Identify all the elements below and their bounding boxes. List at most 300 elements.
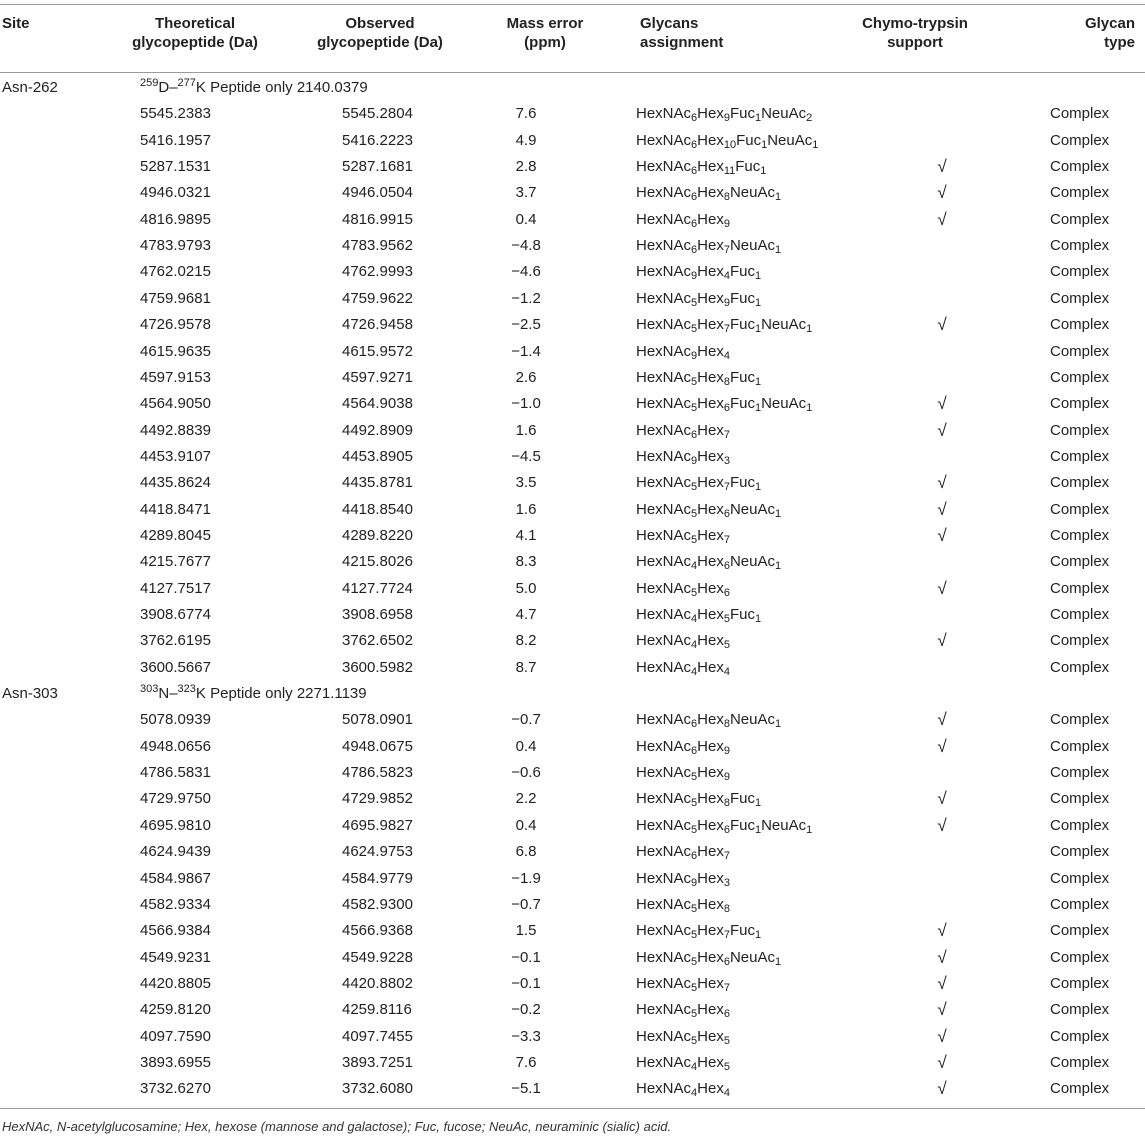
- glycan-type: Complex: [1050, 764, 1110, 782]
- observed-mass: 4615.9572: [342, 342, 413, 360]
- glycan-composition: [636, 734, 730, 760]
- monosaccharide-name: Hex: [697, 658, 724, 676]
- glycan-composition: [636, 628, 730, 654]
- monosaccharide-name: NeuAc: [729, 553, 775, 571]
- monosaccharide-count: 5: [691, 296, 698, 309]
- glycan-composition: [636, 945, 781, 971]
- mass-error: 0.4: [515, 737, 537, 755]
- theoretical-mass: 4729.9750: [140, 790, 211, 808]
- monosaccharide-count: 4: [691, 560, 698, 573]
- monosaccharide-name: Hex: [697, 237, 724, 255]
- mass-error: −5.1: [511, 1080, 541, 1098]
- monosaccharide-count: 7: [723, 981, 730, 994]
- table-row: [0, 233, 1145, 259]
- monosaccharide-count: 7: [723, 428, 730, 441]
- monosaccharide-name: Hex: [697, 500, 724, 518]
- monosaccharide-name: Hex: [697, 158, 724, 176]
- monosaccharide-name: HexNAc: [636, 184, 692, 202]
- monosaccharide-name: HexNAc: [636, 316, 692, 334]
- peptide-mass: Peptide only 2271.1139: [210, 685, 367, 703]
- mass-error: −0.7: [511, 895, 541, 913]
- chymo-check-icon: √: [937, 1079, 947, 1099]
- chymo-check-icon: √: [937, 789, 947, 809]
- site-label: Asn-262: [2, 79, 58, 96]
- table-row: [0, 786, 1145, 812]
- glycan-composition: [636, 786, 761, 812]
- table-row: [0, 602, 1145, 628]
- monosaccharide-name: HexNAc: [636, 948, 692, 966]
- glycan-composition: [636, 707, 781, 733]
- table-row: [0, 391, 1145, 417]
- monosaccharide-name: HexNAc: [636, 606, 692, 623]
- mass-error: 8.2: [515, 632, 537, 650]
- monosaccharide-name: HexNAc: [636, 1027, 692, 1045]
- monosaccharide-name: NeuAc: [767, 131, 813, 149]
- observed-mass: 4783.9562: [342, 237, 413, 255]
- observed-mass: 5078.0901: [342, 711, 413, 729]
- chymo-check-icon: √: [937, 315, 947, 335]
- chymo-check-icon: √: [937, 736, 947, 756]
- monosaccharide-count: 3: [723, 876, 730, 889]
- theoretical-mass: 3762.6195: [140, 632, 211, 650]
- observed-mass: 5416.2223: [342, 131, 413, 149]
- mass-error: −4.5: [511, 447, 541, 465]
- mass-error: −2.5: [511, 316, 541, 334]
- mass-error: 3.7: [515, 184, 537, 202]
- header-glycan-type: Glycan type: [1084, 15, 1135, 51]
- glycan-type: Complex: [1050, 974, 1110, 992]
- mass-error: 5.0: [515, 579, 537, 597]
- monosaccharide-count: 7: [723, 323, 730, 336]
- chymo-check-icon: √: [937, 1026, 947, 1046]
- monosaccharide-name: HexNAc: [636, 526, 692, 544]
- peptide-mass: Peptide only 2140.0379: [210, 79, 368, 96]
- monosaccharide-count: 6: [691, 718, 698, 731]
- monosaccharide-count: 1: [754, 270, 762, 283]
- monosaccharide-count: 5: [691, 375, 698, 388]
- chymo-check-icon: √: [937, 947, 947, 967]
- glycan-type: Complex: [1050, 342, 1110, 360]
- glycan-composition: [636, 971, 730, 997]
- table-row: [0, 1024, 1145, 1050]
- mass-error: 1.5: [515, 922, 537, 940]
- monosaccharide-name: Hex: [697, 447, 724, 465]
- observed-mass: 3762.6502: [342, 632, 413, 650]
- monosaccharide-name: Hex: [697, 368, 724, 386]
- mass-error: −0.7: [511, 711, 541, 729]
- table-row: [0, 180, 1145, 206]
- monosaccharide-name: Hex: [697, 816, 724, 834]
- monosaccharide-name: Fuc: [729, 790, 755, 808]
- table-row: [0, 1050, 1145, 1076]
- monosaccharide-count: 1: [754, 481, 762, 494]
- monosaccharide-name: Hex: [697, 474, 724, 492]
- observed-mass: 4729.9852: [342, 790, 413, 808]
- mass-error: 2.8: [515, 158, 537, 176]
- chymo-check-icon: √: [937, 209, 947, 229]
- monosaccharide-count: 8: [723, 718, 730, 731]
- monosaccharide-name: Hex: [697, 711, 724, 729]
- theoretical-mass: 5545.2383: [140, 105, 211, 123]
- monosaccharide-count: 4: [691, 665, 698, 678]
- mass-error: −3.3: [511, 1027, 541, 1045]
- chymo-check-icon: √: [937, 921, 947, 941]
- monosaccharide-count: 6: [691, 428, 698, 441]
- observed-mass: 4564.9038: [342, 395, 413, 413]
- monosaccharide-count: 8: [723, 375, 730, 388]
- mass-error: 7.6: [515, 1053, 537, 1071]
- monosaccharide-count: 6: [723, 823, 730, 836]
- glycan-composition: [636, 866, 730, 892]
- peptide-label: [140, 75, 368, 101]
- header-observed: Observed glycopeptide (Da): [317, 15, 443, 51]
- monosaccharide-name: Hex: [697, 210, 724, 228]
- monosaccharide-name: Hex: [697, 843, 724, 861]
- monosaccharide-count: 5: [691, 402, 698, 415]
- glycan-composition: [636, 128, 818, 154]
- monosaccharide-count: 1: [806, 323, 813, 336]
- monosaccharide-name: HexNAc: [636, 843, 692, 861]
- observed-mass: 4566.9368: [342, 922, 413, 940]
- theoretical-mass: 4127.7517: [140, 579, 211, 597]
- observed-mass: 4582.9300: [342, 895, 413, 913]
- monosaccharide-count: 9: [691, 270, 698, 283]
- chymo-check-icon: √: [937, 420, 947, 440]
- monosaccharide-name: HexNAc: [636, 1053, 692, 1071]
- monosaccharide-count: 5: [691, 481, 698, 494]
- monosaccharide-name: Fuc: [729, 316, 755, 334]
- monosaccharide-count: 7: [723, 850, 730, 863]
- mass-error: 4.9: [515, 131, 537, 149]
- observed-mass: 4435.8781: [342, 474, 413, 492]
- monosaccharide-count: 9: [723, 771, 730, 784]
- monosaccharide-count: 6: [723, 955, 730, 968]
- monosaccharide-name: HexNAc: [636, 895, 692, 913]
- glycan-composition: [636, 892, 730, 918]
- monosaccharide-name: HexNAc: [636, 395, 692, 413]
- monosaccharide-count: 5: [723, 1034, 730, 1047]
- glycan-composition: [636, 233, 781, 259]
- monosaccharide-count: 5: [691, 586, 698, 599]
- observed-mass: 4215.8026: [342, 553, 413, 571]
- monosaccharide-count: 8: [723, 902, 730, 915]
- observed-mass: 4762.9993: [342, 263, 413, 281]
- glycan-type: Complex: [1050, 316, 1110, 334]
- chymo-check-icon: √: [937, 1000, 947, 1020]
- table-row: [0, 576, 1145, 602]
- observed-mass: 3732.6080: [342, 1080, 413, 1098]
- theoretical-mass: 4948.0656: [140, 737, 211, 755]
- glycan-composition: [636, 576, 730, 602]
- monosaccharide-name: HexNAc: [636, 737, 692, 755]
- table-row: [0, 444, 1145, 470]
- glycan-type: Complex: [1050, 1080, 1110, 1098]
- observed-mass: 3893.7251: [342, 1053, 413, 1071]
- monosaccharide-count: 6: [723, 560, 730, 573]
- range-dash: –: [169, 79, 178, 96]
- chymo-check-icon: √: [937, 473, 947, 493]
- monosaccharide-count: 1: [760, 165, 767, 178]
- peptide-end-aa: K: [195, 79, 206, 96]
- glycan-type: Complex: [1050, 1053, 1110, 1071]
- monosaccharide-name: HexNAc: [636, 105, 692, 123]
- monosaccharide-count: 1: [774, 955, 782, 968]
- theoretical-mass: 4435.8624: [140, 474, 211, 492]
- monosaccharide-name: HexNAc: [636, 237, 692, 255]
- peptide-end-aa: K: [195, 685, 206, 703]
- mass-error: 2.6: [515, 368, 537, 386]
- monosaccharide-name: Fuc: [729, 263, 755, 281]
- table-row: [0, 734, 1145, 760]
- glycan-composition: [636, 497, 781, 523]
- header-bottom-rule: [0, 72, 1145, 73]
- glycan-composition: [636, 602, 761, 628]
- monosaccharide-name: NeuAc: [729, 500, 775, 518]
- monosaccharide-name: Fuc: [729, 289, 755, 307]
- monosaccharide-count: 1: [754, 613, 762, 625]
- monosaccharide-count: 5: [691, 902, 698, 915]
- monosaccharide-name: HexNAc: [636, 764, 692, 782]
- glycan-type: Complex: [1050, 105, 1110, 123]
- monosaccharide-name: HexNAc: [636, 342, 692, 360]
- table-row: [0, 259, 1145, 285]
- mass-error: −4.8: [511, 237, 541, 255]
- monosaccharide-count: 2: [806, 112, 813, 125]
- monosaccharide-name: Fuc: [729, 368, 755, 386]
- table-row: [0, 997, 1145, 1023]
- monosaccharide-count: 6: [723, 402, 730, 415]
- monosaccharide-count: 9: [691, 349, 698, 362]
- theoretical-mass: 4453.9107: [140, 447, 211, 465]
- monosaccharide-name: Fuc: [729, 922, 755, 940]
- monosaccharide-count: 5: [691, 823, 698, 836]
- glycan-type: Complex: [1050, 289, 1110, 307]
- glycan-composition: [636, 365, 761, 391]
- mass-error: 0.4: [515, 210, 537, 228]
- theoretical-mass: 5416.1957: [140, 131, 211, 149]
- chymo-check-icon: √: [937, 710, 947, 730]
- glycan-type: Complex: [1050, 816, 1110, 834]
- monosaccharide-count: 5: [691, 929, 698, 942]
- monosaccharide-name: Hex: [697, 342, 724, 360]
- monosaccharide-name: Hex: [697, 395, 724, 413]
- monosaccharide-count: 1: [754, 323, 762, 336]
- monosaccharide-count: 1: [761, 138, 768, 151]
- peptide-end-pos: 277: [177, 77, 196, 89]
- monosaccharide-name: Hex: [697, 895, 724, 913]
- monosaccharide-name: Hex: [697, 184, 724, 202]
- monosaccharide-count: 4: [691, 1087, 698, 1100]
- theoretical-mass: 4418.8471: [140, 500, 211, 518]
- table-row: [0, 760, 1145, 786]
- monosaccharide-count: 1: [812, 138, 819, 151]
- monosaccharide-count: 7: [723, 929, 730, 942]
- observed-mass: 4948.0675: [342, 737, 413, 755]
- monosaccharide-count: 4: [723, 665, 730, 678]
- glycan-composition: [636, 207, 730, 233]
- observed-mass: 4726.9458: [342, 316, 413, 334]
- monosaccharide-count: 7: [723, 481, 730, 494]
- theoretical-mass: 4786.5831: [140, 764, 211, 782]
- monosaccharide-name: HexNAc: [636, 790, 692, 808]
- monosaccharide-count: 1: [754, 375, 762, 388]
- monosaccharide-count: 1: [754, 402, 762, 415]
- glycan-composition: [636, 312, 812, 338]
- monosaccharide-count: 9: [723, 296, 730, 309]
- monosaccharide-count: 5: [723, 613, 730, 625]
- monosaccharide-name: HexNAc: [636, 869, 692, 887]
- glycan-composition: [636, 1024, 730, 1050]
- monosaccharide-count: 4: [723, 1087, 730, 1100]
- chymo-check-icon: √: [937, 578, 947, 598]
- observed-mass: 4946.0504: [342, 184, 413, 202]
- monosaccharide-name: HexNAc: [636, 816, 692, 834]
- observed-mass: 4097.7455: [342, 1027, 413, 1045]
- mass-error: −0.6: [511, 764, 541, 782]
- monosaccharide-count: 11: [723, 165, 736, 178]
- monosaccharide-name: HexNAc: [636, 158, 692, 176]
- table-row: [0, 813, 1145, 839]
- peptide-end-pos: 323: [177, 683, 196, 696]
- monosaccharide-name: Hex: [697, 764, 724, 782]
- theoretical-mass: 4097.7590: [140, 1027, 211, 1045]
- monosaccharide-count: 4: [723, 349, 730, 362]
- mass-error: 7.6: [515, 105, 537, 123]
- theoretical-mass: 4566.9384: [140, 922, 211, 940]
- observed-mass: 4816.9915: [342, 210, 413, 228]
- monosaccharide-count: 5: [691, 507, 698, 520]
- table-row: [0, 286, 1145, 312]
- monosaccharide-count: 5: [691, 955, 698, 968]
- monosaccharide-count: 6: [691, 244, 698, 257]
- table-row: [0, 892, 1145, 918]
- table-bottom-rule: [0, 1108, 1145, 1109]
- glycan-composition: [636, 259, 761, 285]
- glycan-type: Complex: [1050, 553, 1110, 571]
- monosaccharide-count: 4: [723, 270, 730, 283]
- glycan-type: Complex: [1050, 737, 1110, 755]
- monosaccharide-count: 5: [691, 1008, 698, 1021]
- glycan-type: Complex: [1050, 658, 1110, 676]
- theoretical-mass: 4762.0215: [140, 263, 211, 281]
- glycan-composition: [636, 839, 730, 865]
- table-row: [0, 470, 1145, 496]
- monosaccharide-name: Hex: [697, 606, 724, 623]
- glycan-type: Complex: [1050, 500, 1110, 518]
- mass-error: 3.5: [515, 474, 537, 492]
- monosaccharide-count: 6: [723, 507, 730, 520]
- monosaccharide-name: NeuAc: [761, 395, 807, 413]
- mass-error: 6.8: [515, 843, 537, 861]
- monosaccharide-count: 5: [723, 639, 730, 652]
- monosaccharide-name: HexNAc: [636, 210, 692, 228]
- observed-mass: 5545.2804: [342, 105, 413, 123]
- observed-mass: 4420.8802: [342, 974, 413, 992]
- monosaccharide-count: 1: [774, 244, 782, 257]
- monosaccharide-count: 6: [691, 112, 698, 125]
- header-glycans: Glycans assignment: [640, 15, 724, 51]
- monosaccharide-count: 5: [691, 1034, 698, 1047]
- glycan-composition: [636, 101, 812, 127]
- glycan-type: Complex: [1050, 237, 1110, 255]
- monosaccharide-count: 4: [691, 639, 698, 652]
- glycan-composition: [636, 418, 730, 444]
- mass-error: 4.7: [515, 606, 537, 623]
- monosaccharide-name: HexNAc: [636, 711, 692, 729]
- monosaccharide-count: 1: [774, 507, 782, 520]
- theoretical-mass: 4695.9810: [140, 816, 211, 834]
- monosaccharide-name: Hex: [697, 1001, 724, 1019]
- mass-error: −1.9: [511, 869, 541, 887]
- theoretical-mass: 3893.6955: [140, 1053, 211, 1071]
- glycan-type: Complex: [1050, 869, 1110, 887]
- chymo-check-icon: √: [937, 1052, 947, 1072]
- peptide-label: [140, 681, 367, 707]
- monosaccharide-name: HexNAc: [636, 632, 692, 650]
- glycan-type: Complex: [1050, 579, 1110, 597]
- table-row: [0, 918, 1145, 944]
- theoretical-mass: 3908.6774: [140, 606, 211, 623]
- monosaccharide-count: 9: [723, 112, 730, 125]
- glycan-composition: [636, 470, 761, 496]
- monosaccharide-name: Hex: [697, 869, 724, 887]
- table-row: [0, 523, 1145, 549]
- header-theoretical: Theoretical glycopeptide (Da): [132, 15, 258, 51]
- glycan-type: Complex: [1050, 895, 1110, 913]
- chymo-check-icon: √: [937, 183, 947, 203]
- observed-mass: 4289.8220: [342, 526, 413, 544]
- monosaccharide-count: 3: [723, 454, 730, 467]
- mass-error: −1.2: [511, 289, 541, 307]
- monosaccharide-name: Hex: [697, 105, 724, 123]
- glycan-type: Complex: [1050, 395, 1110, 413]
- chymo-check-icon: √: [937, 973, 947, 993]
- observed-mass: 3908.6958: [342, 606, 413, 623]
- glycan-type: Complex: [1050, 1001, 1110, 1019]
- observed-mass: 4759.9622: [342, 289, 413, 307]
- theoretical-mass: 4624.9439: [140, 843, 211, 861]
- table-row: [0, 866, 1145, 892]
- table-row: [0, 128, 1145, 154]
- chymo-check-icon: √: [937, 157, 947, 177]
- mass-error: −0.1: [511, 974, 541, 992]
- glycan-type: Complex: [1050, 474, 1110, 492]
- monosaccharide-name: Hex: [697, 131, 724, 149]
- monosaccharide-name: Hex: [697, 1027, 724, 1045]
- table-row: [0, 945, 1145, 971]
- glycan-composition: [636, 523, 730, 549]
- peptide-start-pos: 303: [140, 683, 159, 696]
- table-row: [0, 1076, 1145, 1102]
- monosaccharide-count: 4: [691, 1060, 698, 1073]
- monosaccharide-name: HexNAc: [636, 447, 692, 465]
- monosaccharide-name: HexNAc: [636, 974, 692, 992]
- monosaccharide-name: Hex: [697, 553, 724, 571]
- theoretical-mass: 4726.9578: [140, 316, 211, 334]
- table-row: [0, 418, 1145, 444]
- chymo-check-icon: √: [937, 631, 947, 651]
- monosaccharide-count: 6: [723, 586, 730, 599]
- monosaccharide-name: NeuAc: [729, 184, 775, 202]
- monosaccharide-name: Fuc: [735, 158, 761, 176]
- monosaccharide-count: 6: [691, 191, 698, 204]
- monosaccharide-count: 1: [806, 402, 813, 415]
- monosaccharide-count: 6: [691, 744, 698, 757]
- monosaccharide-name: NeuAc: [729, 711, 775, 729]
- table-row: [0, 312, 1145, 338]
- glycan-composition: [636, 154, 766, 180]
- monosaccharide-name: Hex: [697, 922, 724, 940]
